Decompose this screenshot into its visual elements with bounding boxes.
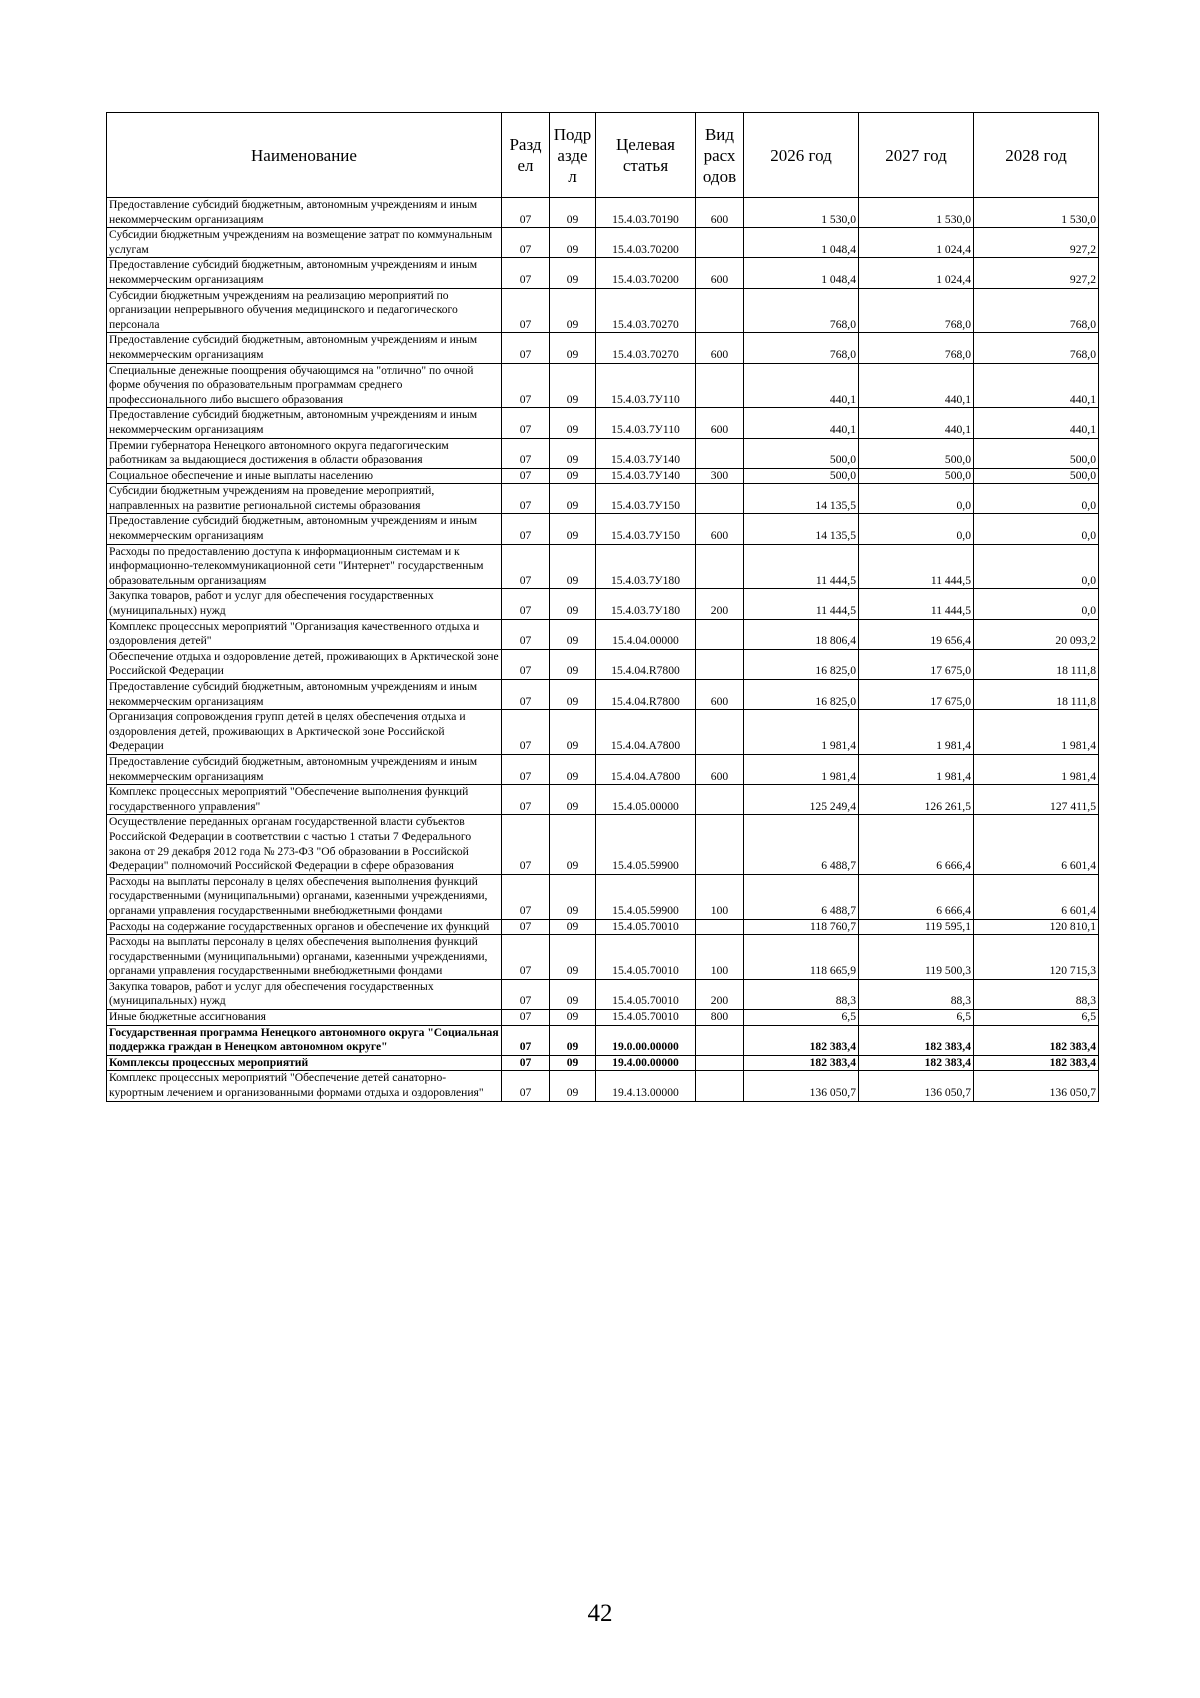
cell-2026: 6,5 <box>744 1010 859 1026</box>
cell-target: 15.4.03.70200 <box>596 228 696 258</box>
cell-name: Предоставление субсидий бюджетным, автономным учреждениям и иным некоммерческим организациям <box>107 408 502 438</box>
cell-subsection: 09 <box>550 680 596 710</box>
cell-section: 07 <box>502 710 550 755</box>
table-row <box>107 979 1099 1009</box>
cell-2027: 17 675,0 <box>859 649 974 679</box>
cell-kind <box>696 484 744 514</box>
cell-subsection: 09 <box>550 484 596 514</box>
cell-name: Предоставление субсидий бюджетным, автономным учреждениям и иным некоммерческим организациям <box>107 514 502 544</box>
cell-section: 07 <box>502 438 550 468</box>
cell-2027: 500,0 <box>859 438 974 468</box>
table-row <box>107 680 1099 710</box>
cell-2028: 927,2 <box>974 228 1099 258</box>
cell-2026: 440,1 <box>744 363 859 408</box>
cell-2026: 768,0 <box>744 288 859 333</box>
cell-target: 19.4.13.00000 <box>596 1071 696 1101</box>
cell-subsection: 09 <box>550 710 596 755</box>
cell-section: 07 <box>502 680 550 710</box>
cell-target: 19.0.00.00000 <box>596 1025 696 1055</box>
cell-name: Комплекс процессных мероприятий "Организация качественного отдыха и оздоровления детей" <box>107 619 502 649</box>
cell-target: 15.4.05.59900 <box>596 874 696 919</box>
cell-name: Специальные денежные поощрения обучающимся на "отлично" по очной форме обучения по образовательным программам среднего профессионального либо высшего образования <box>107 363 502 408</box>
cell-section: 07 <box>502 468 550 484</box>
cell-2026: 500,0 <box>744 468 859 484</box>
cell-2027: 0,0 <box>859 514 974 544</box>
cell-kind: 600 <box>696 198 744 228</box>
cell-subsection: 09 <box>550 874 596 919</box>
header-2028: 2028 год <box>974 113 1099 198</box>
header-section: Разд ел <box>502 113 550 198</box>
table-row <box>107 288 1099 333</box>
cell-section: 07 <box>502 815 550 874</box>
cell-subsection: 09 <box>550 258 596 288</box>
cell-2028: 20 093,2 <box>974 619 1099 649</box>
cell-name: Предоставление субсидий бюджетным, автономным учреждениям и иным некоммерческим организациям <box>107 754 502 784</box>
cell-name: Организация сопровождения групп детей в целях обеспечения отдыха и оздоровления детей, проживающих в Арктической зоне Российской Федерации <box>107 710 502 755</box>
cell-2028: 6 601,4 <box>974 874 1099 919</box>
cell-2028: 120 810,1 <box>974 919 1099 935</box>
cell-section: 07 <box>502 1055 550 1071</box>
table-row <box>107 514 1099 544</box>
table-row <box>107 919 1099 935</box>
cell-name: Государственная программа Ненецкого автономного округа "Социальная поддержка граждан в Ненецком автономном округе" <box>107 1025 502 1055</box>
header-row <box>107 113 1099 198</box>
cell-2028: 6 601,4 <box>974 815 1099 874</box>
cell-kind: 600 <box>696 258 744 288</box>
cell-2027: 6 666,4 <box>859 815 974 874</box>
cell-section: 07 <box>502 228 550 258</box>
cell-2026: 6 488,7 <box>744 815 859 874</box>
cell-name: Закупка товаров, работ и услуг для обеспечения государственных (муниципальных) нужд <box>107 979 502 1009</box>
cell-2028: 768,0 <box>974 333 1099 363</box>
cell-target: 15.4.03.7У140 <box>596 468 696 484</box>
cell-name: Комплекс процессных мероприятий "Обеспечение выполнения функций государственного управления" <box>107 785 502 815</box>
cell-name: Субсидии бюджетным учреждениям на проведение мероприятий, направленных на развитие региональной системы образования <box>107 484 502 514</box>
cell-kind: 800 <box>696 1010 744 1026</box>
table-row <box>107 228 1099 258</box>
cell-2027: 1 530,0 <box>859 198 974 228</box>
header-kind: Вид расх одов <box>696 113 744 198</box>
cell-subsection: 09 <box>550 468 596 484</box>
cell-name: Предоставление субсидий бюджетным, автономным учреждениям и иным некоммерческим организациям <box>107 680 502 710</box>
cell-2028: 927,2 <box>974 258 1099 288</box>
header-2027: 2027 год <box>859 113 974 198</box>
cell-subsection: 09 <box>550 919 596 935</box>
cell-section: 07 <box>502 408 550 438</box>
cell-2026: 14 135,5 <box>744 514 859 544</box>
cell-2028: 500,0 <box>974 468 1099 484</box>
cell-2028: 500,0 <box>974 438 1099 468</box>
cell-2028: 182 383,4 <box>974 1055 1099 1071</box>
cell-2027: 1 024,4 <box>859 228 974 258</box>
cell-kind <box>696 288 744 333</box>
cell-section: 07 <box>502 484 550 514</box>
cell-name: Осуществление переданных органам государственной власти субъектов Российской Федерации в соответствии с частью 1 статьи 7 Федерального закона от 29 декабря 2012 года № 273-ФЗ "Об образовании в Российской Федерации" полномочий Российской Федерации в сфере образования <box>107 815 502 874</box>
cell-2026: 136 050,7 <box>744 1071 859 1101</box>
cell-name: Премии губернатора Ненецкого автономного округа педагогическим работникам за выдающиеся достижения в области образования <box>107 438 502 468</box>
cell-kind: 600 <box>696 408 744 438</box>
cell-subsection: 09 <box>550 754 596 784</box>
table-row <box>107 619 1099 649</box>
cell-kind: 600 <box>696 680 744 710</box>
cell-target: 15.4.03.7У180 <box>596 589 696 619</box>
cell-subsection: 09 <box>550 979 596 1009</box>
cell-subsection: 09 <box>550 619 596 649</box>
cell-name: Расходы на содержание государственных органов и обеспечение их функций <box>107 919 502 935</box>
table-row <box>107 408 1099 438</box>
cell-kind: 100 <box>696 874 744 919</box>
cell-2026: 768,0 <box>744 333 859 363</box>
cell-2026: 1 981,4 <box>744 754 859 784</box>
cell-2026: 11 444,5 <box>744 589 859 619</box>
cell-kind <box>696 228 744 258</box>
cell-kind: 200 <box>696 979 744 1009</box>
cell-target: 15.4.04.R7800 <box>596 649 696 679</box>
cell-2028: 1 981,4 <box>974 754 1099 784</box>
cell-name: Расходы по предоставлению доступа к информационным системам и к информационно-телекоммуникационной сети "Интернет" государственным образовательным организациям <box>107 544 502 589</box>
cell-2026: 14 135,5 <box>744 484 859 514</box>
cell-subsection: 09 <box>550 514 596 544</box>
table-row <box>107 754 1099 784</box>
cell-kind <box>696 919 744 935</box>
cell-target: 15.4.03.7У150 <box>596 514 696 544</box>
table-row <box>107 1055 1099 1071</box>
cell-kind: 600 <box>696 333 744 363</box>
cell-2028: 0,0 <box>974 484 1099 514</box>
cell-section: 07 <box>502 754 550 784</box>
cell-section: 07 <box>502 589 550 619</box>
cell-kind <box>696 785 744 815</box>
table-body <box>107 198 1099 1102</box>
cell-2027: 11 444,5 <box>859 544 974 589</box>
cell-2028: 0,0 <box>974 514 1099 544</box>
cell-subsection: 09 <box>550 408 596 438</box>
cell-2026: 118 665,9 <box>744 935 859 980</box>
table-row <box>107 935 1099 980</box>
cell-2027: 1 024,4 <box>859 258 974 288</box>
cell-2026: 118 760,7 <box>744 919 859 935</box>
table-row <box>107 589 1099 619</box>
cell-kind <box>696 815 744 874</box>
table-row <box>107 198 1099 228</box>
cell-target: 15.4.03.7У150 <box>596 484 696 514</box>
cell-target: 15.4.03.7У110 <box>596 408 696 438</box>
cell-2027: 768,0 <box>859 288 974 333</box>
cell-2026: 18 806,4 <box>744 619 859 649</box>
cell-target: 15.4.03.70200 <box>596 258 696 288</box>
cell-target: 15.4.05.70010 <box>596 919 696 935</box>
cell-2027: 182 383,4 <box>859 1055 974 1071</box>
cell-2027: 182 383,4 <box>859 1025 974 1055</box>
cell-2028: 0,0 <box>974 589 1099 619</box>
cell-2026: 16 825,0 <box>744 649 859 679</box>
cell-section: 07 <box>502 935 550 980</box>
cell-subsection: 09 <box>550 288 596 333</box>
cell-section: 07 <box>502 363 550 408</box>
cell-kind <box>696 1071 744 1101</box>
header-subsection: Подр азде л <box>550 113 596 198</box>
cell-2027: 1 981,4 <box>859 754 974 784</box>
cell-name: Комплексы процессных мероприятий <box>107 1055 502 1071</box>
cell-target: 15.4.05.59900 <box>596 815 696 874</box>
cell-2026: 1 530,0 <box>744 198 859 228</box>
header-target: Целевая статья <box>596 113 696 198</box>
cell-kind: 600 <box>696 514 744 544</box>
cell-kind <box>696 619 744 649</box>
cell-subsection: 09 <box>550 544 596 589</box>
cell-target: 15.4.03.70270 <box>596 333 696 363</box>
cell-subsection: 09 <box>550 785 596 815</box>
cell-kind <box>696 649 744 679</box>
cell-subsection: 09 <box>550 649 596 679</box>
cell-2028: 440,1 <box>974 363 1099 408</box>
table-row <box>107 438 1099 468</box>
cell-2027: 440,1 <box>859 408 974 438</box>
cell-2028: 136 050,7 <box>974 1071 1099 1101</box>
cell-section: 07 <box>502 1025 550 1055</box>
cell-2026: 500,0 <box>744 438 859 468</box>
cell-name: Закупка товаров, работ и услуг для обеспечения государственных (муниципальных) нужд <box>107 589 502 619</box>
table-row <box>107 258 1099 288</box>
cell-2027: 440,1 <box>859 363 974 408</box>
table-row <box>107 468 1099 484</box>
cell-section: 07 <box>502 619 550 649</box>
cell-subsection: 09 <box>550 935 596 980</box>
cell-section: 07 <box>502 288 550 333</box>
cell-2026: 182 383,4 <box>744 1025 859 1055</box>
cell-2026: 1 048,4 <box>744 228 859 258</box>
table-row <box>107 484 1099 514</box>
cell-2028: 88,3 <box>974 979 1099 1009</box>
cell-kind: 200 <box>696 589 744 619</box>
cell-kind <box>696 438 744 468</box>
table-row <box>107 1025 1099 1055</box>
cell-kind <box>696 1055 744 1071</box>
cell-section: 07 <box>502 649 550 679</box>
budget-table <box>106 112 1099 1102</box>
cell-2027: 500,0 <box>859 468 974 484</box>
cell-target: 15.4.05.00000 <box>596 785 696 815</box>
cell-subsection: 09 <box>550 438 596 468</box>
header-2026: 2026 год <box>744 113 859 198</box>
cell-name: Предоставление субсидий бюджетным, автономным учреждениям и иным некоммерческим организациям <box>107 198 502 228</box>
table-row <box>107 649 1099 679</box>
cell-2028: 120 715,3 <box>974 935 1099 980</box>
cell-2027: 119 595,1 <box>859 919 974 935</box>
table-row <box>107 710 1099 755</box>
cell-target: 15.4.03.70190 <box>596 198 696 228</box>
cell-2027: 19 656,4 <box>859 619 974 649</box>
cell-2027: 17 675,0 <box>859 680 974 710</box>
cell-kind: 100 <box>696 935 744 980</box>
table-row <box>107 1071 1099 1101</box>
cell-2028: 18 111,8 <box>974 680 1099 710</box>
cell-target: 15.4.04.А7800 <box>596 754 696 784</box>
cell-target: 15.4.03.7У110 <box>596 363 696 408</box>
cell-2026: 11 444,5 <box>744 544 859 589</box>
cell-2027: 0,0 <box>859 484 974 514</box>
cell-subsection: 09 <box>550 333 596 363</box>
page-number: 42 <box>587 1600 613 1627</box>
cell-subsection: 09 <box>550 1025 596 1055</box>
cell-subsection: 09 <box>550 228 596 258</box>
cell-2027: 88,3 <box>859 979 974 1009</box>
cell-kind <box>696 544 744 589</box>
cell-2027: 768,0 <box>859 333 974 363</box>
table-row <box>107 815 1099 874</box>
cell-2026: 182 383,4 <box>744 1055 859 1071</box>
cell-name: Расходы на выплаты персоналу в целях обеспечения выполнения функций государственными (муниципальными) органами, казенными учреждениями, органами управления государственными внебюджетными фондами <box>107 874 502 919</box>
table-row <box>107 874 1099 919</box>
cell-name: Предоставление субсидий бюджетным, автономным учреждениям и иным некоммерческим организациям <box>107 333 502 363</box>
cell-section: 07 <box>502 919 550 935</box>
cell-2026: 88,3 <box>744 979 859 1009</box>
cell-name: Субсидии бюджетным учреждениям на возмещение затрат по коммунальным услугам <box>107 228 502 258</box>
cell-2026: 440,1 <box>744 408 859 438</box>
cell-2028: 0,0 <box>974 544 1099 589</box>
cell-subsection: 09 <box>550 1010 596 1026</box>
header-name: Наименование <box>107 113 502 198</box>
cell-target: 15.4.04.А7800 <box>596 710 696 755</box>
cell-target: 15.4.03.7У180 <box>596 544 696 589</box>
cell-section: 07 <box>502 544 550 589</box>
cell-section: 07 <box>502 514 550 544</box>
cell-target: 19.4.00.00000 <box>596 1055 696 1071</box>
cell-target: 15.4.04.R7800 <box>596 680 696 710</box>
cell-subsection: 09 <box>550 815 596 874</box>
cell-name: Субсидии бюджетным учреждениям на реализацию мероприятий по организации непрерывного обучения медицинского и педагогического персонала <box>107 288 502 333</box>
cell-subsection: 09 <box>550 198 596 228</box>
cell-target: 15.4.03.7У140 <box>596 438 696 468</box>
cell-2028: 768,0 <box>974 288 1099 333</box>
cell-2026: 6 488,7 <box>744 874 859 919</box>
cell-subsection: 09 <box>550 363 596 408</box>
cell-2028: 182 383,4 <box>974 1025 1099 1055</box>
cell-kind: 600 <box>696 754 744 784</box>
cell-section: 07 <box>502 979 550 1009</box>
cell-kind <box>696 1025 744 1055</box>
cell-target: 15.4.05.70010 <box>596 1010 696 1026</box>
cell-section: 07 <box>502 258 550 288</box>
cell-2028: 440,1 <box>974 408 1099 438</box>
table-row <box>107 785 1099 815</box>
cell-2027: 126 261,5 <box>859 785 974 815</box>
cell-2028: 18 111,8 <box>974 649 1099 679</box>
cell-section: 07 <box>502 874 550 919</box>
cell-subsection: 09 <box>550 589 596 619</box>
cell-section: 07 <box>502 198 550 228</box>
cell-2027: 1 981,4 <box>859 710 974 755</box>
cell-subsection: 09 <box>550 1055 596 1071</box>
cell-target: 15.4.05.70010 <box>596 979 696 1009</box>
cell-2027: 136 050,7 <box>859 1071 974 1101</box>
cell-2028: 1 530,0 <box>974 198 1099 228</box>
cell-section: 07 <box>502 785 550 815</box>
cell-section: 07 <box>502 1010 550 1026</box>
cell-2027: 119 500,3 <box>859 935 974 980</box>
cell-subsection: 09 <box>550 1071 596 1101</box>
cell-2026: 16 825,0 <box>744 680 859 710</box>
cell-name: Предоставление субсидий бюджетным, автономным учреждениям и иным некоммерческим организациям <box>107 258 502 288</box>
cell-target: 15.4.04.00000 <box>596 619 696 649</box>
cell-2027: 11 444,5 <box>859 589 974 619</box>
cell-name: Социальное обеспечение и иные выплаты населению <box>107 468 502 484</box>
cell-target: 15.4.05.70010 <box>596 935 696 980</box>
cell-name: Расходы на выплаты персоналу в целях обеспечения выполнения функций государственными (муниципальными) органами, казенными учреждениями, органами управления государственными внебюджетными фондами <box>107 935 502 980</box>
cell-target: 15.4.03.70270 <box>596 288 696 333</box>
cell-2028: 127 411,5 <box>974 785 1099 815</box>
cell-name: Обеспечение отдыха и оздоровление детей, проживающих в Арктической зоне Российской Федерации <box>107 649 502 679</box>
cell-section: 07 <box>502 333 550 363</box>
cell-2026: 125 249,4 <box>744 785 859 815</box>
cell-2027: 6 666,4 <box>859 874 974 919</box>
table-row <box>107 363 1099 408</box>
cell-2028: 1 981,4 <box>974 710 1099 755</box>
cell-2027: 6,5 <box>859 1010 974 1026</box>
cell-kind: 300 <box>696 468 744 484</box>
table-row <box>107 1010 1099 1026</box>
cell-2026: 1 981,4 <box>744 710 859 755</box>
cell-section: 07 <box>502 1071 550 1101</box>
cell-name: Комплекс процессных мероприятий "Обеспечение детей санаторно-курортным лечением и организованными формами отдыха и оздоровления" <box>107 1071 502 1101</box>
table-row <box>107 333 1099 363</box>
cell-name: Иные бюджетные ассигнования <box>107 1010 502 1026</box>
cell-2026: 1 048,4 <box>744 258 859 288</box>
cell-2028: 6,5 <box>974 1010 1099 1026</box>
cell-kind <box>696 363 744 408</box>
cell-kind <box>696 710 744 755</box>
table-row <box>107 544 1099 589</box>
